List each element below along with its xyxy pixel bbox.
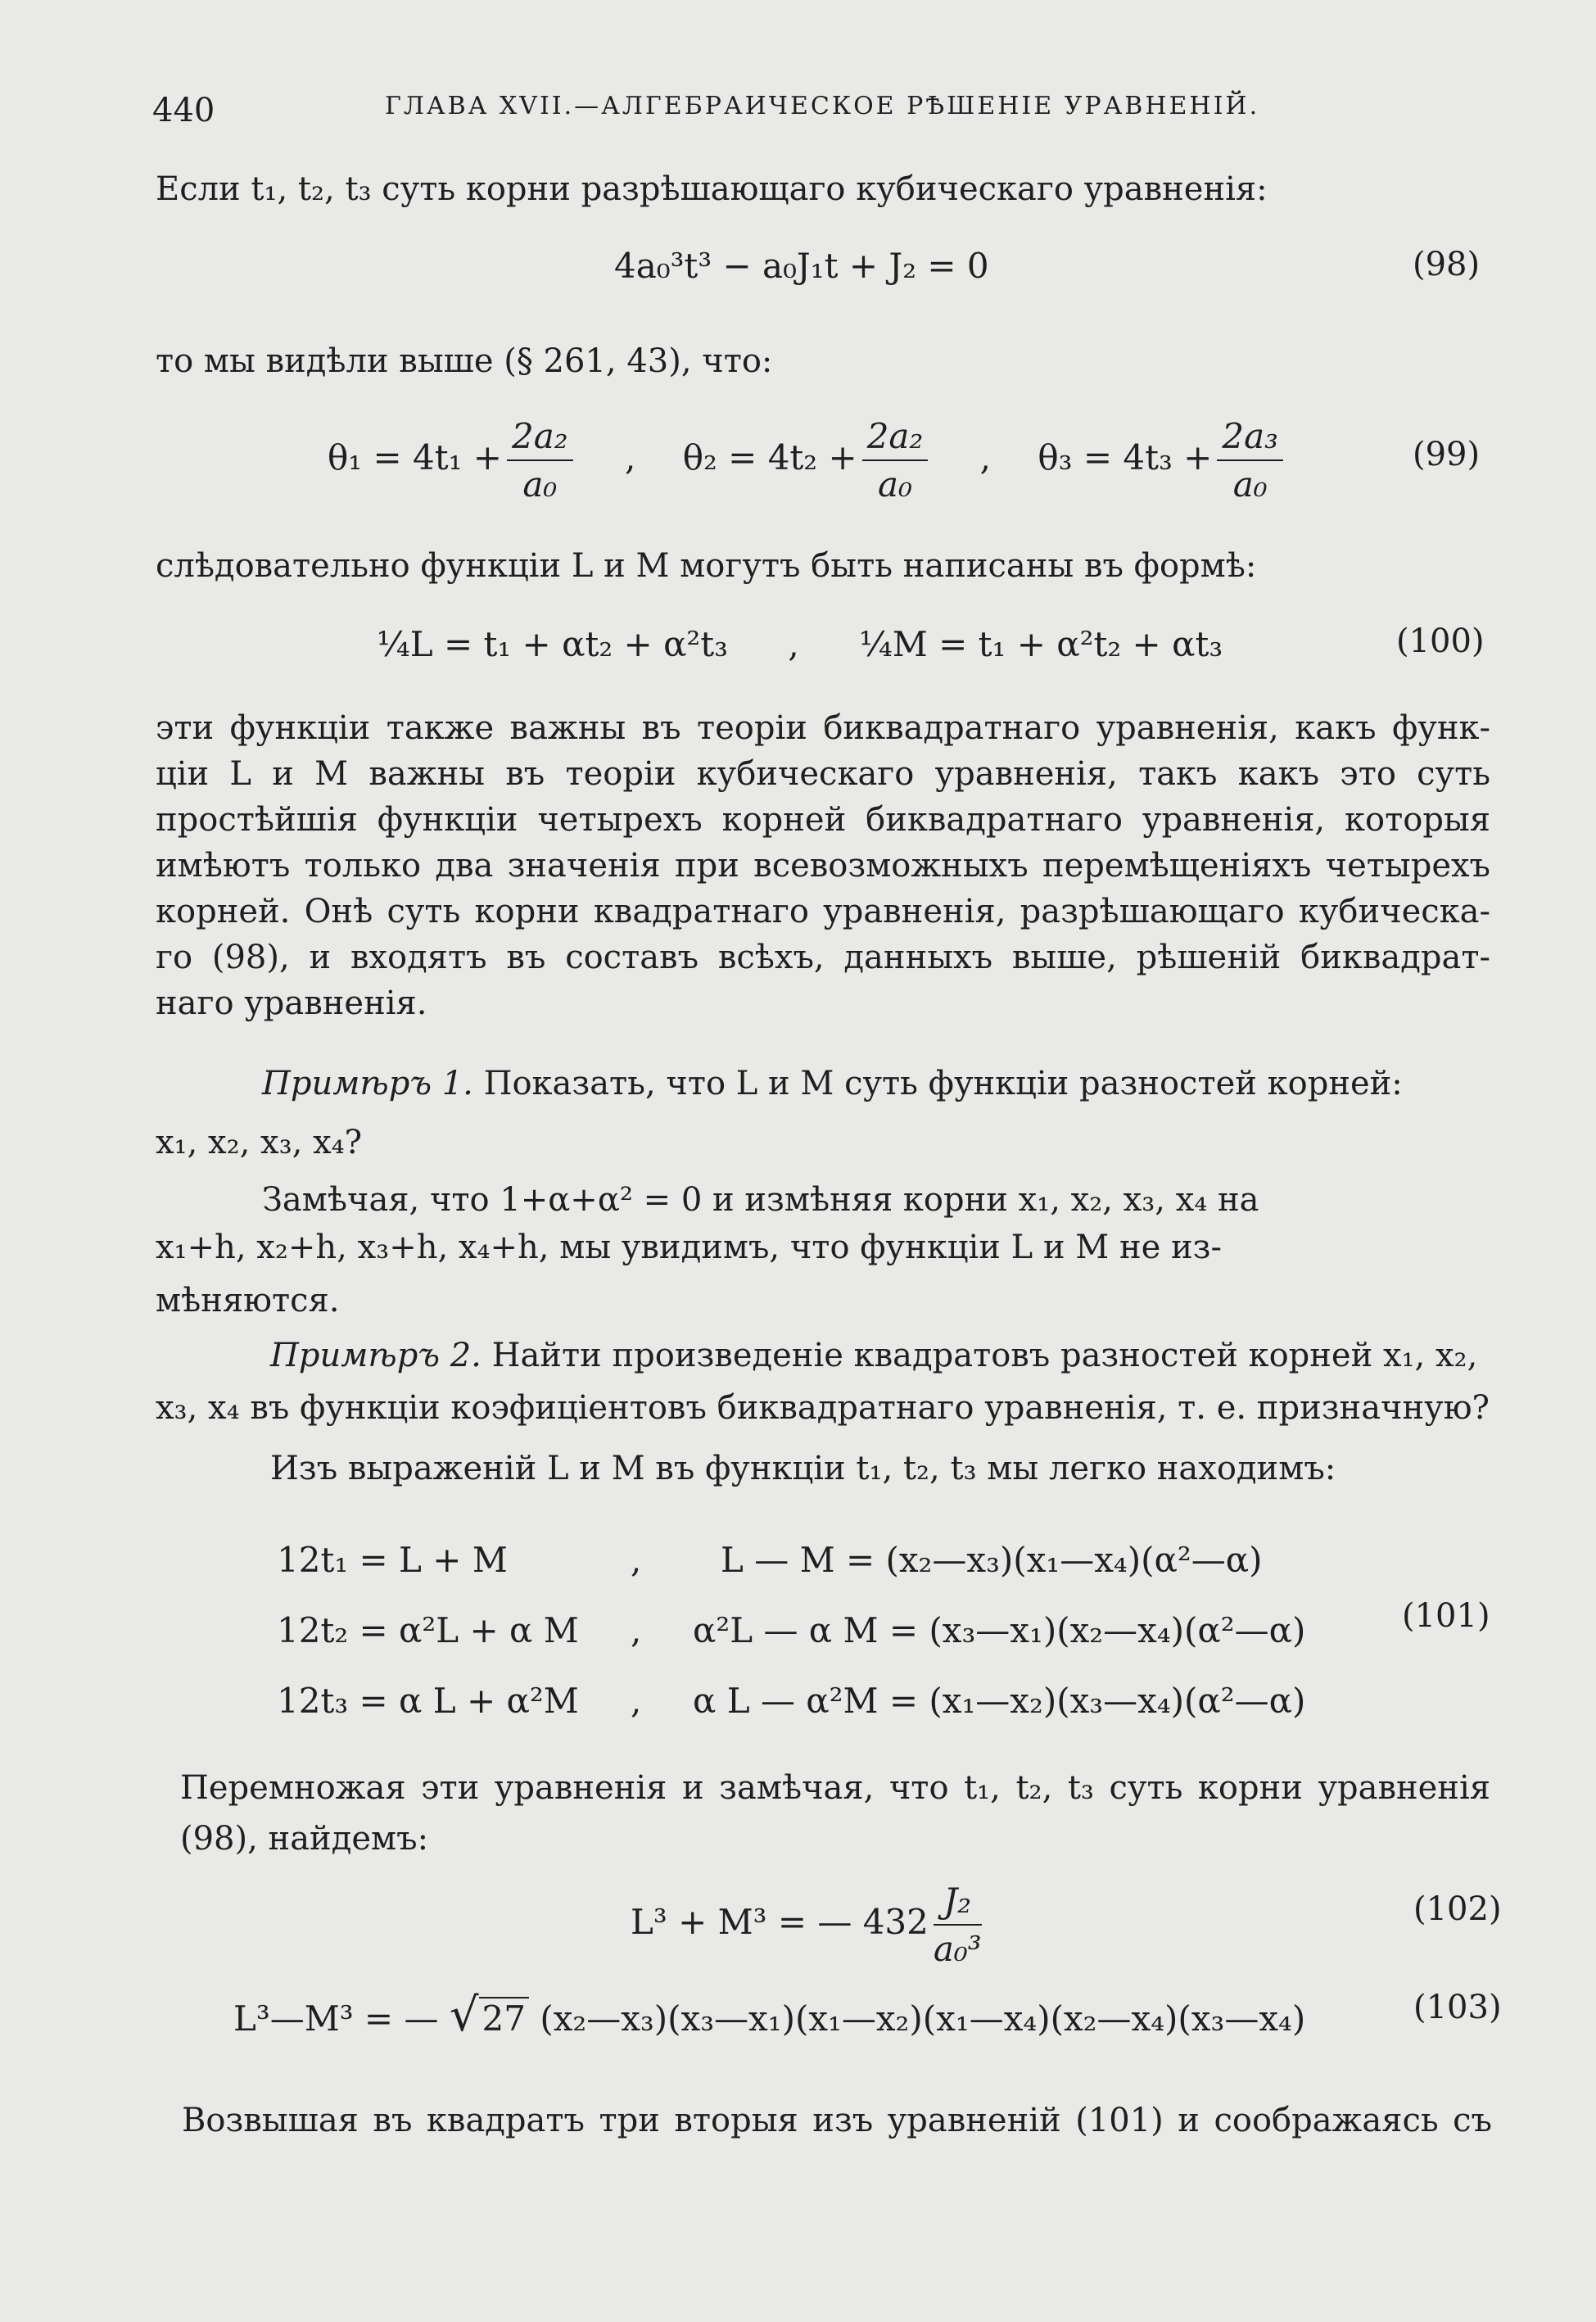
eq103-lhs: L³—M³ = — bbox=[233, 1998, 439, 2039]
eq99-term-3: θ₃ = 4t₃ + bbox=[1038, 437, 1213, 478]
eq99-term-2: θ₂ = 4t₂ + bbox=[682, 437, 857, 478]
eq99-fraction-1: $\frac{\text{2a₂}}{\text{a₀}}$ bbox=[507, 416, 573, 505]
eq103-rhs: (x₂—x₃)(x₃—x₁)(x₁—x₂)(x₁—x₄)(x₂—x₄)(x₃—x₄) bbox=[540, 1998, 1306, 2039]
equation-number-102: (102) bbox=[1413, 1890, 1502, 1928]
equation-number-100: (100) bbox=[1396, 622, 1485, 660]
eq100-L: ¼L = t₁ + αt₂ + α²t₃ bbox=[377, 624, 728, 664]
paragraph-line: го (98), и входятъ въ составъ всѣхъ, данныхъ выше, рѣшеній биквадрат- bbox=[156, 939, 1490, 976]
eq101-row1-left: 12t₁ = L + M bbox=[277, 1540, 508, 1580]
paragraph-line: x₁, x₂, x₃, x₄? bbox=[156, 1124, 363, 1161]
eq101-row3-left: 12t₃ = α L + α²M bbox=[277, 1681, 579, 1721]
paragraph-line: Перемножая эти уравненія и замѣчая, что t₁, t₂, t₃ суть корни уравненія bbox=[180, 1769, 1490, 1807]
eq101-row2-left: 12t₂ = α²L + α M bbox=[277, 1610, 579, 1650]
equation-number-99: (99) bbox=[1413, 436, 1481, 473]
paragraph-line: имѣютъ только два значенія при всевозможныхъ перемѣщеніяхъ четырехъ bbox=[156, 847, 1490, 885]
paragraph-line: Возвышая въ квадратъ три вторыя изъ уравненій (101) и соображаясь съ bbox=[182, 2102, 1492, 2139]
eq99-separator: , bbox=[979, 437, 992, 478]
paragraph-line: x₃, x₄ въ функціи коэфиціентовъ биквадратнаго уравненія, т. е. призначную? bbox=[156, 1389, 1490, 1427]
paragraph-line: простѣйшія функціи четырехъ корней биквадратнаго уравненія, которыя bbox=[156, 801, 1490, 839]
equation-number-101: (101) bbox=[1402, 1597, 1490, 1635]
paragraph-line: Замѣчая, что 1+α+α² = 0 и измѣняя корни x₁, x₂, x₃, x₄ на bbox=[262, 1181, 1259, 1219]
eq100-M: ¼M = t₁ + α²t₂ + αt₃ bbox=[859, 624, 1223, 664]
paragraph-line: эти функціи также важны въ теоріи биквадратнаго уравненія, какъ функ- bbox=[156, 709, 1490, 747]
paragraph-line: x₁+h, x₂+h, x₃+h, x₄+h, мы увидимъ, что функціи L и M не из- bbox=[156, 1229, 1222, 1266]
eq99-fraction-2: $\frac{\text{2a₂}}{\text{a₀}}$ bbox=[862, 416, 929, 505]
paragraph-line: ціи L и M важны въ теоріи кубическаго уравненія, такъ какъ это суть bbox=[156, 755, 1490, 793]
eq101-row3-right: α L — α²M = (x₁—x₂)(x₃—x₄)(α²—α) bbox=[693, 1681, 1306, 1721]
paragraph-line: наго уравненія. bbox=[156, 984, 427, 1022]
example-text: Показать, что L и M суть функціи разностей корней: bbox=[483, 1065, 1403, 1102]
paragraph-line: Изъ выраженій L и M въ функціи t₁, t₂, t₃ мы легко находимъ: bbox=[270, 1450, 1336, 1487]
paragraph-line: слѣдовательно функціи L и M могутъ быть написаны въ формѣ: bbox=[156, 547, 1257, 585]
equation-103 bbox=[233, 1989, 1305, 2042]
eq101-separator: , bbox=[631, 1610, 642, 1650]
equation-102 bbox=[631, 1881, 987, 1969]
eq99-term-1: θ₁ = 4t₁ + bbox=[328, 437, 502, 478]
equation-number-103: (103) bbox=[1413, 1989, 1502, 2026]
paragraph-line: то мы видѣли выше (§ 261, 43), что: bbox=[156, 342, 773, 380]
paragraph-line: (98), найдемъ: bbox=[180, 1820, 429, 1858]
equation-100 bbox=[377, 624, 1223, 664]
eq101-row1-right: L — M = (x₂—x₃)(x₁—x₄)(α²—α) bbox=[721, 1540, 1263, 1580]
eq102-fraction: $\frac{\text{J₂}}{\text{a₀³}}$ bbox=[933, 1881, 982, 1969]
eq99-fraction-3: $\frac{\text{2a₃}}{\text{a₀}}$ bbox=[1217, 416, 1283, 505]
paragraph-line: корней. Онѣ суть корни квадратнаго уравненія, разрѣшающаго кубическа- bbox=[156, 893, 1490, 930]
equation-99 bbox=[328, 416, 1288, 505]
example-text: Найти произведеніе квадратовъ разностей корней x₁, x₂, bbox=[491, 1337, 1478, 1374]
example-1 bbox=[262, 1065, 1403, 1102]
chapter-title: ГЛАВА XVII.—АЛГЕБРАИЧЕСКОЕ РѢШЕНІЕ УРАВНЕНІЙ. bbox=[385, 92, 1260, 120]
eq101-separator: , bbox=[631, 1540, 642, 1580]
equation-98: 4a₀³t³ − a₀J₁t + J₂ = 0 bbox=[614, 246, 989, 286]
page-number: 440 bbox=[152, 92, 215, 129]
example-label: Примѣръ 1. bbox=[262, 1065, 473, 1102]
eq101-separator: , bbox=[631, 1681, 642, 1721]
eq100-separator: , bbox=[788, 624, 799, 664]
paragraph-line: Если t₁, t₂, t₃ суть корни разрѣшающаго кубическаго уравненія: bbox=[156, 170, 1268, 208]
eq103-radicand: 27 bbox=[479, 1997, 529, 2039]
eq99-separator: , bbox=[624, 437, 636, 478]
sqrt-sign-icon: √ bbox=[449, 1989, 479, 2042]
eq102-lhs: L³ + M³ = — 432 bbox=[631, 1902, 929, 1942]
eq101-row2-right: α²L — α M = (x₃—x₁)(x₂—x₄)(α²—α) bbox=[693, 1610, 1306, 1650]
paragraph-line: мѣняются. bbox=[156, 1282, 340, 1319]
example-label: Примѣръ 2. bbox=[270, 1337, 482, 1374]
example-2 bbox=[270, 1337, 1477, 1374]
equation-number-98: (98) bbox=[1413, 246, 1481, 283]
